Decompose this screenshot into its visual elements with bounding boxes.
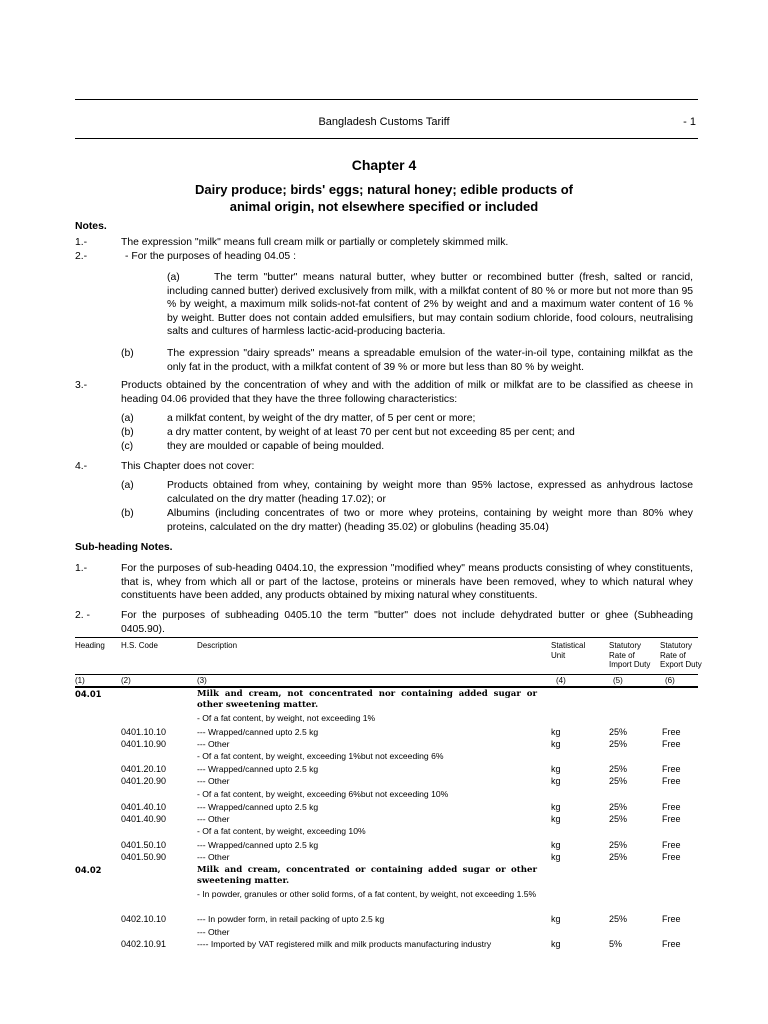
heading-0401-title: Milk and cream, not concentrated nor containing added sugar or other sweetening matter. bbox=[197, 689, 537, 710]
note-3b-text: a dry matter content, by weight of at least 70 per cent but not exceeding 85 per cent; and bbox=[167, 427, 575, 438]
note-3-number: 3.- bbox=[75, 380, 88, 391]
row-0402-2-code: 0402.10.91 bbox=[121, 939, 167, 949]
row-0401-5-code: 0401.40.10 bbox=[121, 802, 167, 812]
subnote-1-text: For the purposes of sub-heading 0404.10, the expression "modified whey" means products consisting of whey constituents, that is, whey from which all or part of the lactose, proteins or minerals have been removed, whey to which natural whey constituents have been added, any products obtained by mixing natural whey constituents. bbox=[121, 563, 693, 601]
subnote-2-text: For the purposes of subheading 0405.10 the term "butter" does not include dehydrated butter or ghee (Subheading 0405.90). bbox=[121, 610, 693, 635]
table-top-rule bbox=[75, 637, 698, 638]
row-0401-8-desc: --- Other bbox=[197, 852, 230, 862]
colnum-2: (2) bbox=[121, 676, 131, 685]
row-0402-1-export: Free bbox=[662, 914, 681, 924]
row-0401-3-export: Free bbox=[662, 764, 681, 774]
chapter-label: Chapter 4 bbox=[351, 157, 417, 173]
colnum-3: (3) bbox=[197, 676, 207, 685]
note-1-number: 1.- bbox=[75, 237, 88, 248]
row-0401-8-export: Free bbox=[662, 852, 681, 862]
row-0401-4-import: 25% bbox=[609, 776, 628, 786]
colnum-5: (5) bbox=[613, 676, 623, 685]
row-0402-2-unit: kg bbox=[551, 939, 561, 949]
row-0401-2-import: 25% bbox=[609, 739, 628, 749]
running-title: Bangladesh Customs Tariff bbox=[318, 116, 450, 128]
row-0401-1-desc: --- Wrapped/canned upto 2.5 kg bbox=[197, 727, 319, 737]
group-0401-4: - Of a fat content, by weight, exceeding 10% bbox=[197, 826, 366, 836]
notes-heading: Notes. bbox=[75, 221, 107, 232]
row-0401-7-unit: kg bbox=[551, 840, 561, 850]
row-0401-3-desc: --- Wrapped/canned upto 2.5 kg bbox=[197, 764, 319, 774]
subnote-1-number: 1.- bbox=[75, 563, 88, 574]
note-4-number: 4.- bbox=[75, 461, 88, 472]
note-2a-content: The term "butter" means natural butter, whey butter or recombined butter (fresh, salted or rancid, including canned butter) derived exclusively from milk, with a milkfat content of 80 % or more but not more than 95 % by weight, a maximum milk solids-not-fat content of 2% by weight and and a maximum water content of 16 % by weight. Butter does not contain added emulsifiers, but may contain sodium chloride, food colours, neutralising salts and cultures of harmless lactic-acid-producing bacteria. bbox=[167, 272, 693, 337]
note-2b-text: The expression "dairy spreads" means a spreadable emulsion of the water-in-oil type, containing milkfat as the only fat in the product, with a milkfat content of 39 % or more but less than 80 % by weight. bbox=[167, 348, 693, 373]
group-0401-3: - Of a fat content, by weight, exceeding 6%but not exceeding 10% bbox=[197, 789, 449, 799]
row-0401-5-desc: --- Wrapped/canned upto 2.5 kg bbox=[197, 802, 319, 812]
group-0401-1: - Of a fat content, by weight, not exceeding 1% bbox=[197, 713, 376, 723]
colnum-bottom-rule bbox=[75, 686, 698, 688]
col-heading-header: Heading bbox=[75, 641, 105, 650]
row-0401-7-export: Free bbox=[662, 840, 681, 850]
note-2b-number: (b) bbox=[121, 348, 134, 359]
row-0401-2-code: 0401.10.90 bbox=[121, 739, 167, 749]
export-header-line1: Statutory bbox=[660, 641, 693, 650]
row-0402-1-unit: kg bbox=[551, 914, 561, 924]
colnum-6: (6) bbox=[665, 676, 675, 685]
row-0402-2-desc: ---- Imported by VAT registered milk and milk products manufacturing industry bbox=[197, 939, 492, 949]
colnum-top-rule bbox=[75, 674, 698, 675]
chapter-title-line1: Dairy produce; birds' eggs; natural honey; edible products of bbox=[195, 182, 573, 197]
col-export-header bbox=[660, 641, 702, 670]
note-4b-number: (b) bbox=[121, 508, 134, 519]
row-0401-7-desc: --- Wrapped/canned upto 2.5 kg bbox=[197, 840, 319, 850]
export-header-line3: Export Duty bbox=[660, 660, 702, 669]
colnum-4: (4) bbox=[556, 676, 566, 685]
top-rule bbox=[75, 99, 698, 100]
row-0401-7-code: 0401.50.10 bbox=[121, 840, 167, 850]
row-0401-8-code: 0401.50.90 bbox=[121, 852, 167, 862]
row-0401-6-desc: --- Other bbox=[197, 814, 230, 824]
note-3c-text: they are moulded or capable of being moulded. bbox=[167, 441, 385, 452]
header-rule bbox=[75, 138, 698, 139]
group-0402-2: --- Other bbox=[197, 927, 230, 937]
heading-0402-title: Milk and cream, concentrated or containing added sugar or other sweetening matter. bbox=[197, 865, 537, 886]
row-0401-4-export: Free bbox=[662, 776, 681, 786]
row-0401-8-unit: kg bbox=[551, 852, 561, 862]
row-0401-3-unit: kg bbox=[551, 764, 561, 774]
export-header-line2: Rate of bbox=[660, 650, 686, 660]
row-0402-2-export: Free bbox=[662, 939, 681, 949]
row-0401-6-import: 25% bbox=[609, 814, 628, 824]
row-0401-2-export: Free bbox=[662, 739, 681, 749]
page-number: - 1 bbox=[683, 116, 696, 128]
row-0401-5-unit: kg bbox=[551, 802, 561, 812]
subheading-notes-heading: Sub-heading Notes. bbox=[75, 542, 173, 553]
note-3a-text: a milkfat content, by weight of the dry matter, of 5 per cent or more; bbox=[167, 413, 476, 424]
note-2-number: 2.- bbox=[75, 251, 88, 262]
import-header-line1: Statutory bbox=[609, 641, 642, 650]
row-0402-2-import: 5% bbox=[609, 939, 623, 949]
row-0402-1-code: 0402.10.10 bbox=[121, 914, 167, 924]
note-4-text: This Chapter does not cover: bbox=[121, 461, 255, 472]
row-0401-7-import: 25% bbox=[609, 840, 628, 850]
row-0401-5-export: Free bbox=[662, 802, 681, 812]
col-import-header bbox=[609, 641, 650, 670]
row-0402-1-import: 25% bbox=[609, 914, 628, 924]
note-1-text: The expression "milk" means full cream milk or partially or completely skimmed milk. bbox=[121, 237, 509, 248]
col-description-header: Description bbox=[197, 641, 238, 650]
note-3c-number: (c) bbox=[121, 441, 134, 452]
group-0401-2: - Of a fat content, by weight, exceeding 1%but not exceeding 6% bbox=[197, 751, 444, 761]
row-0401-2-unit: kg bbox=[551, 739, 561, 749]
heading-0402: 04.02 bbox=[75, 865, 102, 875]
note-4a-number: (a) bbox=[121, 480, 134, 491]
note-2-text: - For the purposes of heading 04.05 : bbox=[125, 251, 296, 262]
unit-header-line1: Statistical bbox=[551, 641, 586, 650]
import-header-line2: Rate of bbox=[609, 650, 635, 660]
row-0401-6-export: Free bbox=[662, 814, 681, 824]
subnote-2-number: 2. - bbox=[75, 610, 91, 621]
row-0401-4-code: 0401.20.90 bbox=[121, 776, 167, 786]
row-0401-1-unit: kg bbox=[551, 727, 561, 737]
col-hscode-header: H.S. Code bbox=[121, 641, 158, 650]
row-0401-3-code: 0401.20.10 bbox=[121, 764, 167, 774]
row-0401-4-desc: --- Other bbox=[197, 776, 230, 786]
row-0401-1-export: Free bbox=[662, 727, 681, 737]
note-2a-text bbox=[167, 271, 693, 339]
note-4a-text: Products obtained from whey, containing by weight more than 95% lactose, expressed as anhydrous lactose calculated on the dry matter (heading 17.02); or bbox=[167, 480, 693, 505]
colnum-1: (1) bbox=[75, 676, 85, 685]
row-0401-4-unit: kg bbox=[551, 776, 561, 786]
import-header-line3: Import Duty bbox=[609, 660, 651, 669]
row-0401-5-import: 25% bbox=[609, 802, 628, 812]
chapter-title-line2: animal origin, not elsewhere specified or included bbox=[229, 199, 539, 214]
row-0401-6-code: 0401.40.90 bbox=[121, 814, 167, 824]
col-unit-header bbox=[551, 641, 585, 660]
row-0401-6-unit: kg bbox=[551, 814, 561, 824]
row-0401-8-import: 25% bbox=[609, 852, 628, 862]
note-3a-number: (a) bbox=[121, 413, 134, 424]
row-0401-1-import: 25% bbox=[609, 727, 628, 737]
row-0401-3-import: 25% bbox=[609, 764, 628, 774]
group-0402-1: - In powder, granules or other solid forms, of a fat content, by weight, not exceeding 1.5% bbox=[197, 889, 537, 899]
note-3-text: Products obtained by the concentration of whey and with the addition of milk or milkfat are to be classified as cheese in heading 04.06 provided that they have the three following characteristics: bbox=[121, 380, 693, 405]
row-0401-1-code: 0401.10.10 bbox=[121, 727, 167, 737]
row-0401-2-desc: --- Other bbox=[197, 739, 230, 749]
row-0402-1-desc: --- In powder form, in retail packing of upto 2.5 kg bbox=[197, 914, 385, 924]
unit-header-line2: Unit bbox=[551, 650, 566, 660]
heading-0401: 04.01 bbox=[75, 689, 102, 699]
note-2a-number: (a) bbox=[167, 272, 180, 283]
note-4b-text: Albumins (including concentrates of two or more whey proteins, containing by weight more than 80% whey proteins, calculated on the dry matter) (heading 35.02) or globulins (heading 35.04) bbox=[167, 508, 693, 533]
note-3b-number: (b) bbox=[121, 427, 134, 438]
